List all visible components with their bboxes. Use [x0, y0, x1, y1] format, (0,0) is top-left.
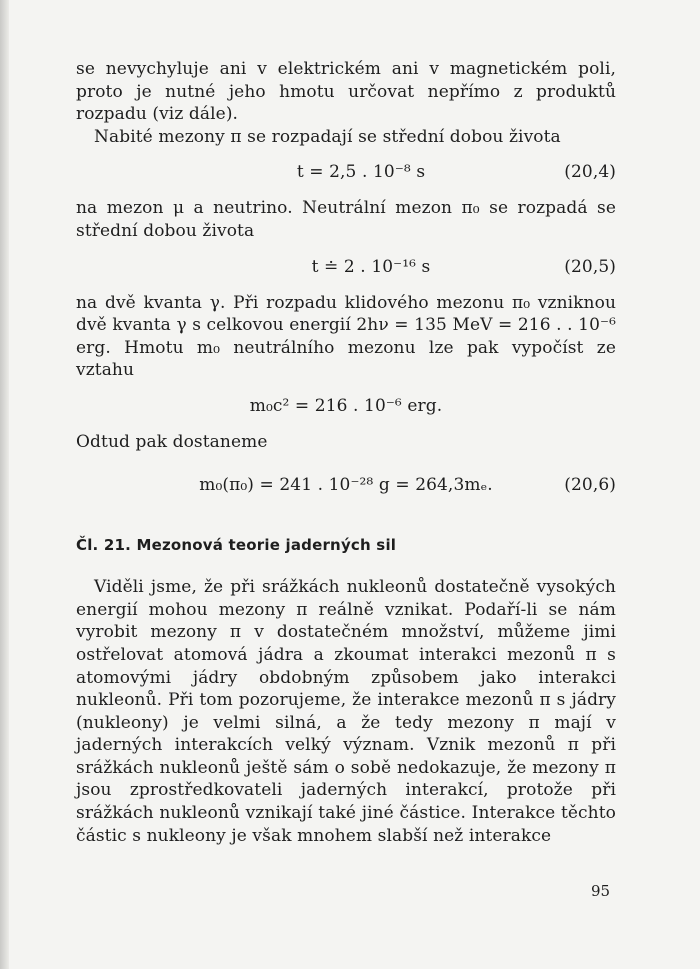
paragraph-6: Viděli jsme, že při srážkách nukleonů dostatečně vysokých energií mohou mezony π reálně vznikat. Podaří-li se nám vyrobit mezony π v dostatečném množství, můžeme jimi ostřelovat atomová jádra a zkoumat interakci mezonů π s atomovými jádry obdobným způsobem jako interakci nukleonů. Při tom pozorujeme, že interakce mezonů π s jádry (nukleony) je velmi silná, a že tedy mezony π mají v jaderných interakcích velký význam. Vznik mezonů π při srážkách nukleonů ještě sám o sobě nedokazuje, že mezony π jsou zprostředkovateli jaderných interakcí, protože při srážkách nukleonů vznikají také jiné částice. Interakce těchto částic s nukleony je však mnohem slabší než interakce — [76, 577, 616, 846]
equation-number: (20,4) — [564, 162, 616, 183]
equation-20-6 — [76, 474, 616, 498]
equation-number: (20,5) — [564, 256, 616, 277]
equation-formula: t ≐ 2 . 10⁻¹⁶ s — [311, 256, 431, 277]
equation-20-5 — [76, 256, 616, 280]
equation-mass-energy — [76, 395, 616, 419]
paragraph-2: Nabité mezony π se rozpadají se střední dobou života — [94, 126, 561, 147]
page-number: 95 — [591, 882, 611, 900]
paragraph-4: na dvě kvanta γ. Při rozpadu klidového mezonu π₀ vzniknou dvě kvanta γ s celkovou energií 2hν = 135 MeV = 216 . . 10⁻⁶ erg. Hmotu m₀ neutrálního mezonu lze pak vypočíst ze vztahu — [76, 292, 616, 381]
equation-formula: t = 2,5 . 10⁻⁸ s — [296, 162, 426, 183]
equation-formula: m₀c² = 216 . 10⁻⁶ erg. — [249, 395, 443, 416]
page-content — [76, 58, 616, 847]
paragraph-5: Odtud pak dostaneme — [76, 431, 268, 452]
page-edge — [0, 0, 9, 969]
equation-20-4 — [76, 161, 616, 185]
paragraph-3: na mezon μ a neutrino. Neutrální mezon π₀ se rozpadá se střední dobou života — [76, 198, 616, 241]
equation-number: (20,6) — [564, 474, 616, 495]
equation-formula: m₀(π₀) = 241 . 10⁻²⁸ g = 264,3mₑ. — [199, 474, 493, 495]
section-heading: Čl. 21. Mezonová teorie jaderných sil — [76, 535, 397, 554]
paragraph-1: se nevychyluje ani v elektrickém ani v magnetickém poli, proto je nutné jeho hmotu určovat nepřímo z produktů rozpadu (viz dále). — [76, 59, 616, 125]
